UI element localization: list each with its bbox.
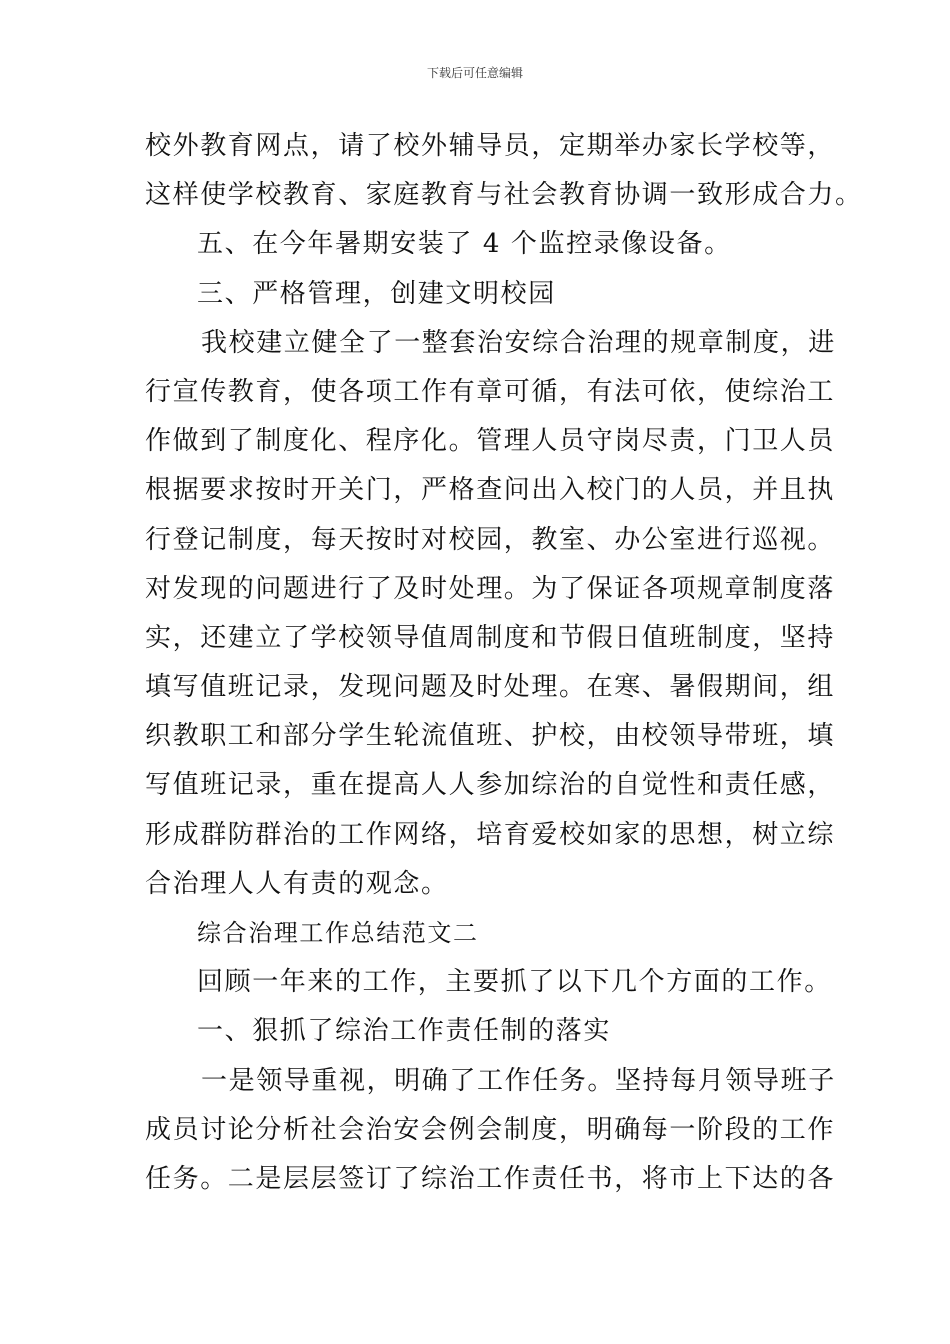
text-line: 合治理人人有责的观念。 — [145, 868, 449, 899]
text-line: 形成群防群治的工作网络，培育爱校如家的思想，树立综 — [145, 819, 836, 850]
text-line: 实，还建立了学校领导值周制度和节假日值班制度，坚持 — [145, 622, 836, 653]
text-line: 写值班记录，重在提高人人参加综治的自觉性和责任感， — [145, 770, 836, 801]
text-line: 这样使学校教育、家庭教育与社会教育协调一致形成合力。 — [145, 180, 863, 211]
text-line: 我校建立健全了一整套治安综合治理的规章制度，进 — [201, 327, 836, 358]
text-line: 五、在今年暑期安装了 4 个监控录像设备。 — [197, 229, 732, 260]
text-line: 行登记制度，每天按时对校园，教室、办公室进行巡视。 — [145, 524, 836, 555]
text-line: 行宣传教育，使各项工作有章可循，有法可依，使综治工 — [145, 376, 836, 407]
document-title: 综合治理工作总结范文二 — [197, 919, 479, 947]
page-header: 下载后可任意编辑 — [426, 66, 523, 80]
text-line: 作做到了制度化、程序化。管理人员守岗尽责，门卫人员 — [145, 426, 836, 457]
section-heading: 一、狠抓了综治工作责任制的落实 — [197, 1016, 612, 1047]
text-line: 校外教育网点，请了校外辅导员，定期举办家长学校等， — [145, 131, 836, 161]
text-line: 回顾一年来的工作，主要抓了以下几个方面的工作。 — [197, 967, 832, 998]
text-line: 根据要求按时开关门，严格查问出入校门的人员，并且执 — [145, 475, 836, 506]
text-line: 一是领导重视，明确了工作任务。坚持每月领导班子 — [201, 1065, 836, 1096]
text-line: 任务。二是层层签订了综治工作责任书，将市上下达的各 — [145, 1163, 836, 1194]
body-text — [145, 122, 863, 1204]
text-line: 对发现的问题进行了及时处理。为了保证各项规章制度落 — [145, 573, 836, 604]
text-line: 填写值班记录，发现问题及时处理。在寒、暑假期间，组 — [145, 672, 836, 703]
text-line: 成员讨论分析社会治安会例会制度，明确每一阶段的工作 — [145, 1114, 836, 1145]
text-line: 织教职工和部分学生轮流值班、护校，由校领导带班，填 — [145, 721, 836, 752]
section-heading: 三、严格管理，创建文明校园 — [197, 278, 556, 309]
